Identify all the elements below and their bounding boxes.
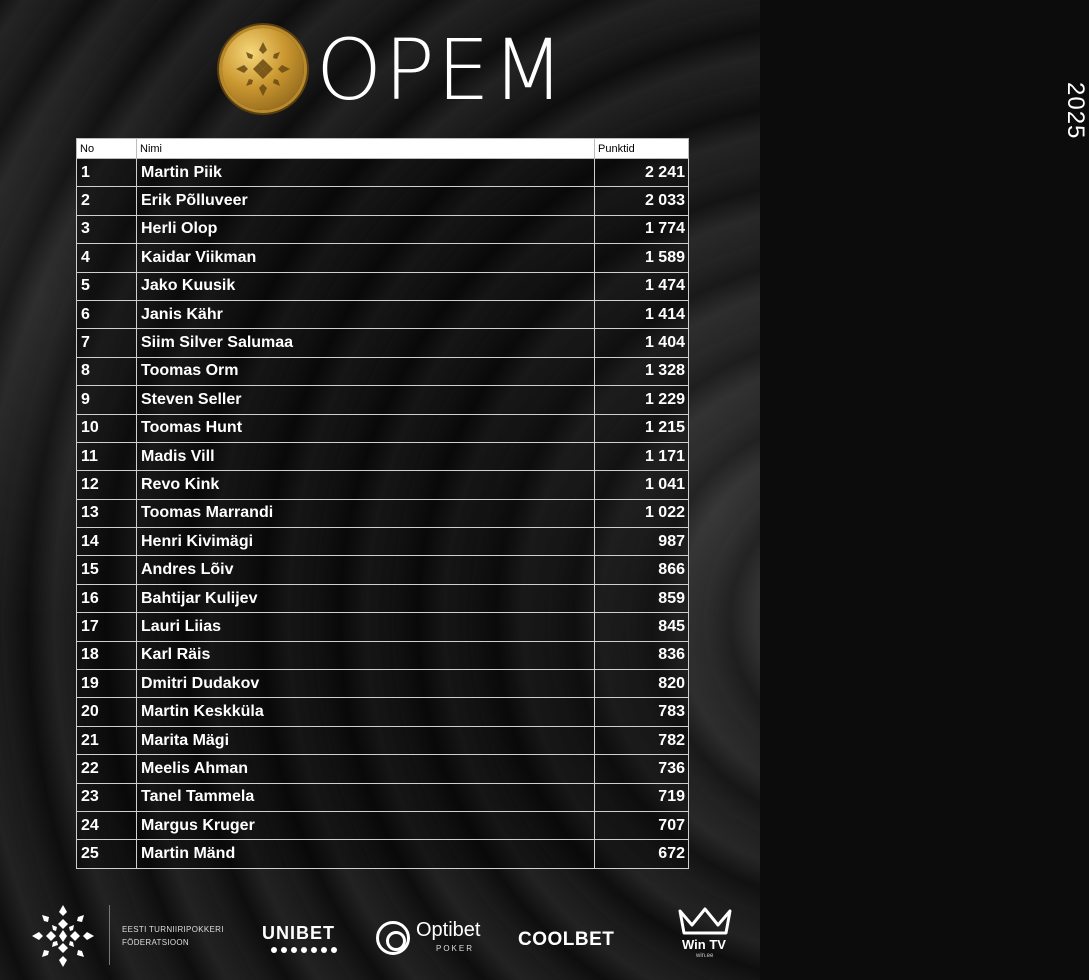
unibet-logo: UNIBET	[262, 923, 335, 943]
column-header-no: No	[77, 139, 137, 159]
player-name: Revo Kink	[137, 471, 595, 499]
player-points: 820	[595, 670, 689, 698]
player-points: 836	[595, 641, 689, 669]
table-row	[77, 755, 689, 783]
row-number: 13	[77, 499, 137, 527]
table-row	[77, 698, 689, 726]
federation-line-2: FÖDERATSIOON	[122, 938, 190, 947]
column-header-points: Punktid	[595, 139, 689, 159]
row-number: 2	[77, 187, 137, 215]
row-number: 16	[77, 584, 137, 612]
player-name: Lauri Liias	[137, 613, 595, 641]
federation-logo-icon	[30, 903, 96, 969]
table-row	[77, 471, 689, 499]
player-points: 1 589	[595, 244, 689, 272]
row-number: 10	[77, 414, 137, 442]
coolbet-logo: COOLBET	[518, 929, 615, 950]
player-name: Jako Kuusik	[137, 272, 595, 300]
table-row	[77, 414, 689, 442]
row-number: 24	[77, 811, 137, 839]
player-name: Madis Vill	[137, 442, 595, 470]
table-row	[77, 215, 689, 243]
table-row	[77, 442, 689, 470]
row-number: 3	[77, 215, 137, 243]
player-name: Andres Lõiv	[137, 556, 595, 584]
player-points: 1 474	[595, 272, 689, 300]
table-row	[77, 159, 689, 187]
player-points: 859	[595, 584, 689, 612]
row-number: 19	[77, 670, 137, 698]
row-number: 23	[77, 783, 137, 811]
player-name: Toomas Hunt	[137, 414, 595, 442]
sponsor-footer	[0, 895, 760, 975]
table-row	[77, 187, 689, 215]
table-row	[77, 329, 689, 357]
brand-title: OPEM	[316, 21, 567, 119]
player-points: 782	[595, 726, 689, 754]
player-name: Marita Mägi	[137, 726, 595, 754]
table-row	[77, 811, 689, 839]
row-number: 20	[77, 698, 137, 726]
player-points: 1 022	[595, 499, 689, 527]
brand-year: 2025	[1062, 82, 1089, 140]
row-number: 8	[77, 357, 137, 385]
row-number: 17	[77, 613, 137, 641]
row-number: 5	[77, 272, 137, 300]
row-number: 21	[77, 726, 137, 754]
player-name: Tanel Tammela	[137, 783, 595, 811]
player-name: Margus Kruger	[137, 811, 595, 839]
player-name: Kaidar Viikman	[137, 244, 595, 272]
player-name: Henri Kivimägi	[137, 528, 595, 556]
player-name: Janis Kähr	[137, 300, 595, 328]
leaderboard-table	[76, 138, 689, 869]
table-row	[77, 386, 689, 414]
player-points: 719	[595, 783, 689, 811]
table-row	[77, 584, 689, 612]
table-row	[77, 272, 689, 300]
player-points: 2 033	[595, 187, 689, 215]
player-name: Steven Seller	[137, 386, 595, 414]
table-row	[77, 556, 689, 584]
optibet-logo: Optibet	[416, 919, 481, 941]
player-points: 987	[595, 528, 689, 556]
table-row	[77, 244, 689, 272]
player-points: 783	[595, 698, 689, 726]
table-row	[77, 783, 689, 811]
row-number: 7	[77, 329, 137, 357]
table-row	[77, 357, 689, 385]
player-points: 1 404	[595, 329, 689, 357]
player-name: Dmitri Dudakov	[137, 670, 595, 698]
player-points: 2 241	[595, 159, 689, 187]
player-points: 866	[595, 556, 689, 584]
row-number: 12	[77, 471, 137, 499]
table-row	[77, 670, 689, 698]
federation-line-1: EESTI TURNIIRIPOKKERI	[122, 925, 224, 934]
table-row	[77, 726, 689, 754]
table-row	[77, 840, 689, 868]
table-row	[77, 499, 689, 527]
row-number: 15	[77, 556, 137, 584]
row-number: 1	[77, 159, 137, 187]
player-points: 736	[595, 755, 689, 783]
row-number: 18	[77, 641, 137, 669]
table-row	[77, 641, 689, 669]
player-name: Toomas Orm	[137, 357, 595, 385]
player-points: 707	[595, 811, 689, 839]
federation-name	[122, 923, 224, 949]
player-name: Karl Räis	[137, 641, 595, 669]
table-row	[77, 300, 689, 328]
player-points: 672	[595, 840, 689, 868]
crown-icon	[676, 907, 734, 935]
player-name: Martin Mänd	[137, 840, 595, 868]
row-number: 4	[77, 244, 137, 272]
player-name: Meelis Ahman	[137, 755, 595, 783]
row-number: 25	[77, 840, 137, 868]
poker-chip-logo-icon	[222, 28, 304, 110]
player-points: 1 774	[595, 215, 689, 243]
player-name: Erik Põlluveer	[137, 187, 595, 215]
player-points: 1 414	[595, 300, 689, 328]
table-row	[77, 528, 689, 556]
row-number: 14	[77, 528, 137, 556]
optibet-subtitle: POKER	[436, 944, 475, 953]
optibet-ring-icon	[376, 921, 410, 955]
player-points: 1 215	[595, 414, 689, 442]
player-points: 1 041	[595, 471, 689, 499]
player-name: Bahtijar Kulijev	[137, 584, 595, 612]
row-number: 22	[77, 755, 137, 783]
row-number: 11	[77, 442, 137, 470]
player-name: Toomas Marrandi	[137, 499, 595, 527]
player-points: 1 171	[595, 442, 689, 470]
row-number: 6	[77, 300, 137, 328]
player-points: 845	[595, 613, 689, 641]
player-name: Siim Silver Salumaa	[137, 329, 595, 357]
row-number: 9	[77, 386, 137, 414]
unibet-dots-icon	[270, 946, 340, 954]
player-points: 1 328	[595, 357, 689, 385]
footer-divider	[109, 905, 110, 965]
player-name: Herli Olop	[137, 215, 595, 243]
table-header-row	[77, 139, 689, 159]
player-points: 1 229	[595, 386, 689, 414]
column-header-name: Nimi	[137, 139, 595, 159]
player-name: Martin Piik	[137, 159, 595, 187]
wintv-logo: Win TV	[682, 937, 726, 952]
table-row	[77, 613, 689, 641]
wintv-subtitle: win.ee	[696, 953, 714, 959]
player-name: Martin Keskküla	[137, 698, 595, 726]
header	[0, 21, 1089, 140]
